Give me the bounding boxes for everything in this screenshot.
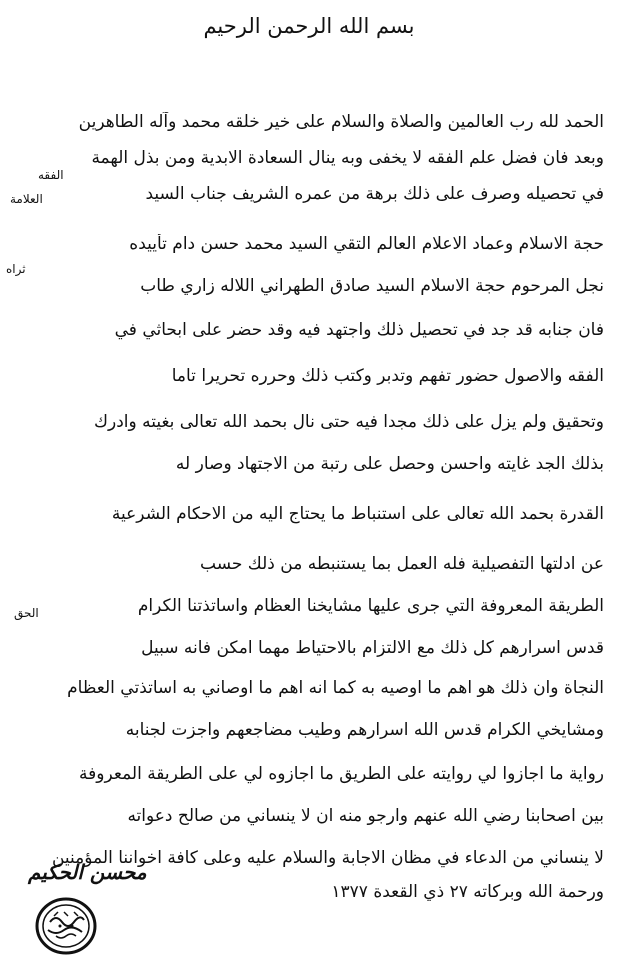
date-line: ورحمة الله وبركاته ٢٧ ذي القعدة ١٣٧٧ (331, 882, 604, 902)
body-line: بين اصحابنا رضي الله عنهم وارجو منه ان لا ينساني من صالح دعواته (127, 806, 604, 826)
body-line: حجة الاسلام وعماد الاعلام العالم التقي السيد محمد حسن دام تأييده (129, 234, 604, 254)
body-line: قدس اسرارهم كل ذلك مع الالتزام بالاحتياط مهما امكن فانه سبيل (141, 638, 604, 658)
body-line: عن ادلتها التفصيلية فله العمل بما يستنبطه من ذلك حسب (200, 554, 604, 574)
body-line: لا ينساني من الدعاء في مظان الاجابة والسلام عليه وعلى كافة اخواننا المؤمنين (51, 848, 604, 868)
body-line: وتحقيق ولم يزل على ذلك مجدا فيه حتى نال بحمد الله تعالى بغيته وادرك (93, 412, 604, 432)
margin-note: ثراه (6, 262, 26, 276)
body-line: رواية ما اجازوا لي روايته على الطريق ما اجازوه لي على الطريقة المعروفة (79, 764, 604, 784)
body-line: الفقه والاصول حضور تفهم وتدبر وكتب ذلك وحرره تحريرا تاما (171, 366, 604, 386)
body-line: وبعد فان فضل علم الفقه لا يخفى وبه ينال السعادة الابدية ومن بذل الهمة (91, 148, 604, 168)
signature: محسن الحكيم (28, 860, 147, 884)
body-line: فان جنابه قد جد في تحصيل ذلك واجتهد فيه وقد حضر على ابحاثي في (114, 320, 604, 340)
margin-note: الحق (14, 606, 39, 620)
margin-note: العلامة (10, 192, 43, 206)
margin-note: الفقه (38, 168, 64, 182)
seal-stamp (34, 896, 98, 956)
body-line: في تحصيله وصرف على ذلك برهة من عمره الشريف جناب السيد (145, 184, 604, 204)
body-line: ومشايخي الكرام قدس الله اسرارهم وطيب مضاجعهم واجزت لجنابه (125, 720, 604, 740)
body-line: الطريقة المعروفة التي جرى عليها مشايخنا العظام واساتذتنا الكرام (137, 596, 604, 616)
basmala-heading: بسم الله الرحمن الرحيم (203, 14, 415, 38)
body-line: الحمد لله رب العالمين والصلاة والسلام على خير خلقه محمد وآله الطاهرين (78, 112, 604, 132)
body-line: القدرة بحمد الله تعالى على استنباط ما يحتاج اليه من الاحكام الشرعية (111, 504, 604, 524)
body-line: النجاة وان ذلك هو اهم ما اوصيه به كما انه اهم ما اوصاني به اساتذتي العظام (67, 678, 604, 698)
body-line: نجل المرحوم حجة الاسلام السيد صادق الطهراني اللاله زاري طاب (140, 276, 604, 296)
body-line: بذلك الجد غايته واحسن وحصل على رتبة من الاجتهاد وصار له (175, 454, 604, 474)
